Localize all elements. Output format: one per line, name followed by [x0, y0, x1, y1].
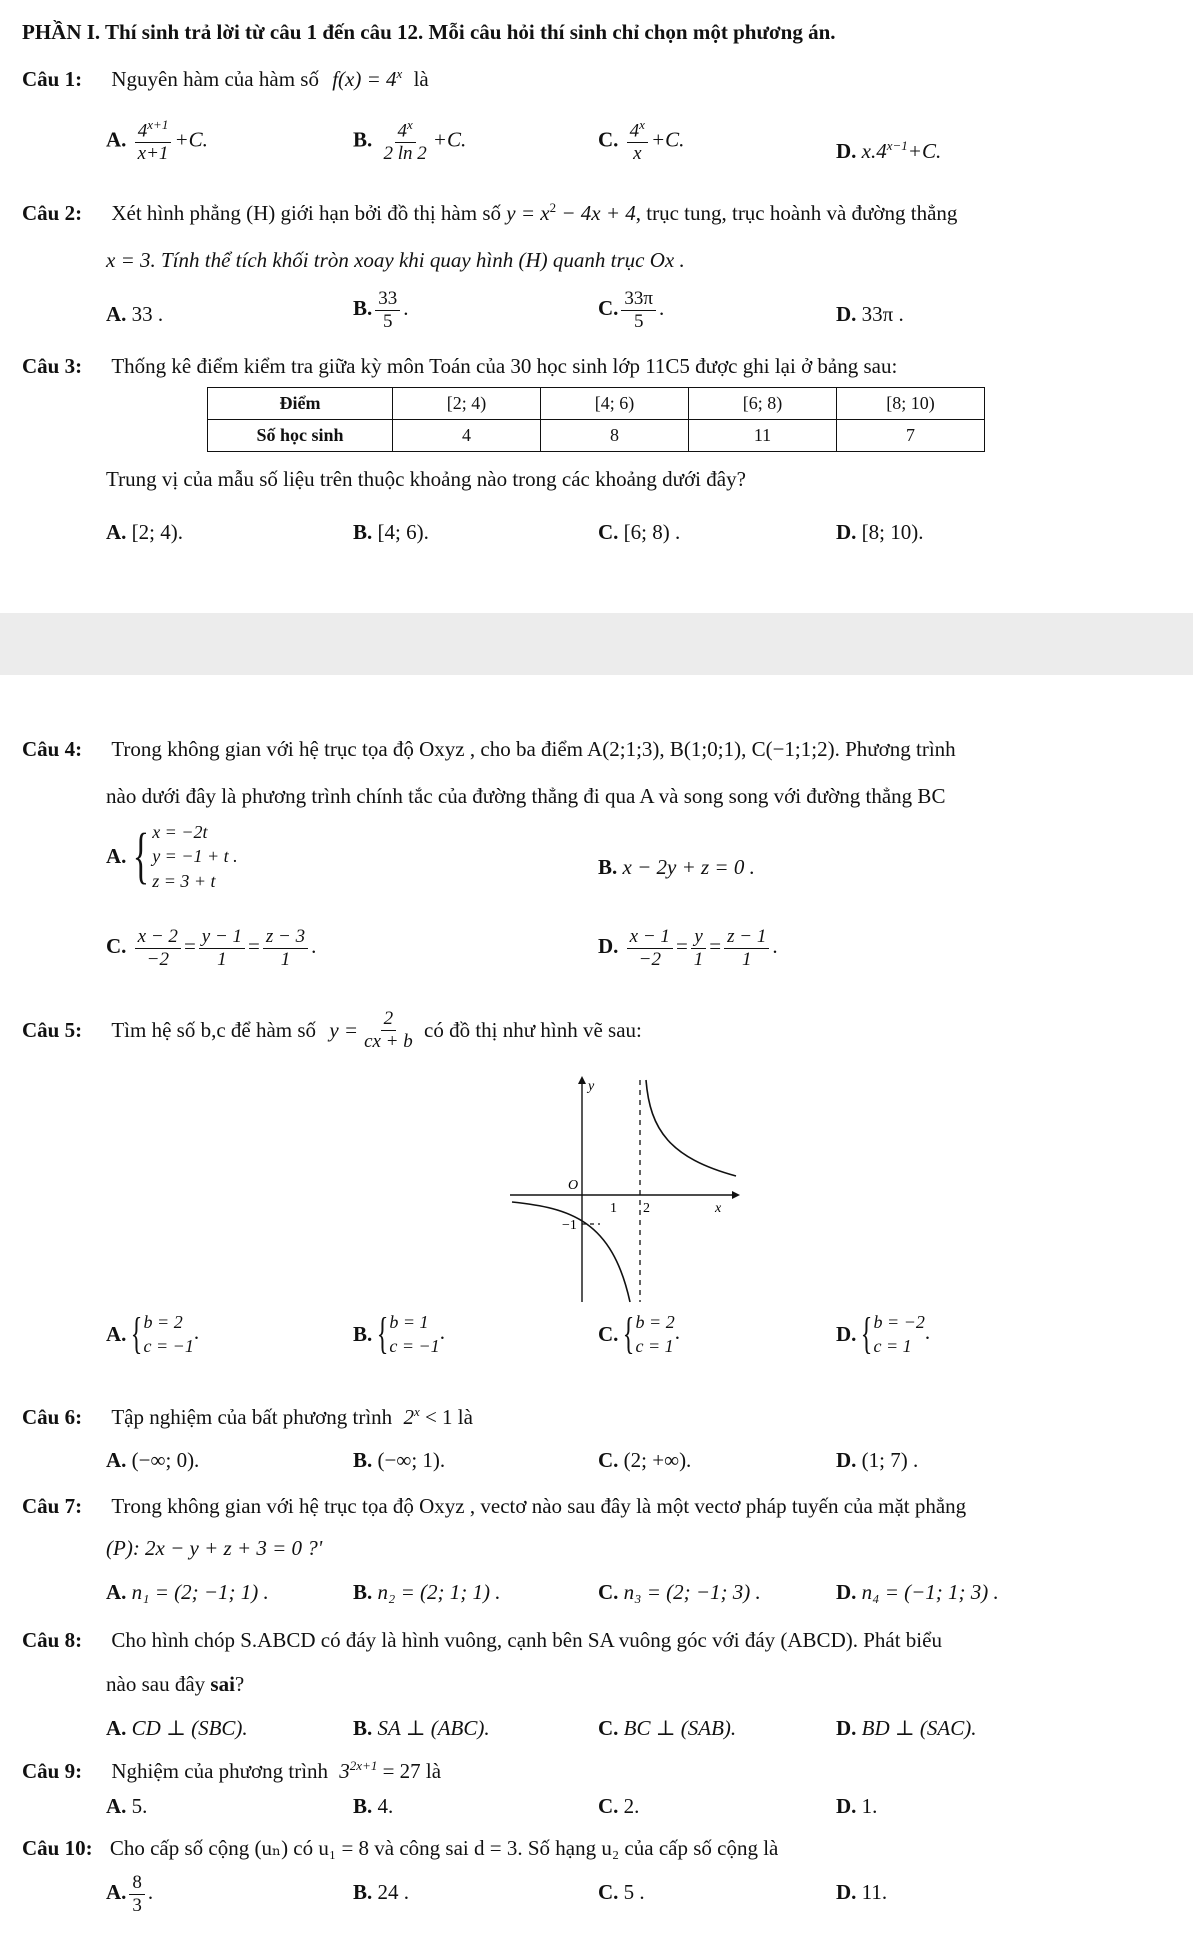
x-axis-arrow	[732, 1191, 740, 1199]
page-break	[0, 613, 1193, 675]
y-axis-arrow	[578, 1076, 586, 1084]
q1-option-a: A. $\frac{4^{x+1}}{x+1}$ +C.	[106, 117, 208, 165]
q7-option-c: C. n₃ = (2; −1; 3) .	[598, 1580, 761, 1604]
q2-option-a: A. 33 .	[106, 302, 164, 326]
q3-option-c: C. [6; 8) .	[598, 520, 681, 544]
q8-line2: nào sau đây sai?	[106, 1672, 245, 1696]
q7-option-b: B. n₂ = (2; 1; 1) .	[353, 1580, 501, 1604]
graph-x-label: x	[715, 1201, 722, 1216]
question-3: Câu 3: Thống kê điểm kiểm tra giữa kỳ môn Toán của 30 học sinh lớp 11C5 được ghi lại ở bảng sau:	[22, 354, 898, 378]
graph-tick-2: 2	[643, 1201, 650, 1216]
question-9: Câu 9: Nghiệm của phương trình $3^{2x+1} = 27$ là	[22, 1758, 442, 1783]
q5-option-a: A. { b = 2 c = −1 .	[106, 1309, 200, 1359]
q1-option-b: B. $\frac{4^x}{2 \ln 2}$ +C.	[353, 117, 467, 165]
q1-option-c: C. $\frac{4^x}{x}$ +C.	[598, 117, 685, 165]
score-table	[207, 387, 985, 452]
q8-option-a: A. CD ⊥ (SBC).	[106, 1716, 248, 1740]
q6-option-d: D. (1; 7) .	[836, 1448, 919, 1472]
question-10: Câu 10: Cho cấp số cộng (uₙ) có u₁ = 8 và công sai d = 3. Số hạng u₂ của cấp số cộng là	[22, 1836, 779, 1860]
question-2: Câu 2: Xét hình phẳng (H) giới hạn bởi đồ thị hàm số $y = x^2 - 4x + 4$, trục tung, trục hoành và đường thẳng	[22, 200, 958, 225]
q7-option-a: A. n₁ = (2; −1; 1) .	[106, 1580, 269, 1604]
graph-tick-minus-1: −1	[562, 1218, 577, 1233]
q1-text: Nguyên hàm của hàm số	[111, 67, 319, 91]
section-header: PHẦN I. Thí sinh trả lời từ câu 1 đến câu 12. Mỗi câu hỏi thí sinh chỉ chọn một phương án.	[22, 20, 836, 44]
q10-option-b: B. 24 .	[353, 1880, 410, 1904]
graph-origin-label: O	[568, 1178, 579, 1193]
question-1	[22, 66, 429, 92]
graph-tick-1: 1	[610, 1201, 617, 1216]
function-graph	[500, 1070, 750, 1310]
table-row: Số học sinh 4 8 11 7	[208, 420, 985, 452]
q5-option-b: B. { b = 1 c = −1 .	[353, 1309, 445, 1359]
question-6: Câu 6: Tập nghiệm của bất phương trình 2$^x$ < 1 là	[22, 1404, 473, 1429]
q5-option-d: D. { b = −2 c = 1 .	[836, 1309, 931, 1359]
curve-right-branch	[646, 1080, 736, 1176]
q3-option-b: B. [4; 6).	[353, 520, 429, 544]
q9-option-c: C. 2.	[598, 1794, 640, 1818]
question-7: Câu 7: Trong không gian với hệ trục tọa độ Oxyz , vectơ nào sau đây là một vectơ pháp tuyến của mặt phẳng	[22, 1494, 967, 1518]
q4-option-d: D. $\frac{x - 1}{-2}$ = $\frac{y}{1}$ = $\frac{z - 1}{1}$ .	[598, 926, 778, 970]
q7-line2: (P): 2x − y + z + 3 = 0 ?'	[106, 1536, 323, 1560]
q4-line2: nào dưới đây là phương trình chính tắc của đường thẳng đi qua A và song song với đường thẳng BC	[106, 784, 946, 808]
q9-option-a: A. 5.	[106, 1794, 148, 1818]
q1-option-d: D. $x.4^{x-1}+C$.	[836, 138, 942, 163]
question-5: Câu 5: Tìm hệ số b,c để hàm số y = $\frac{2}{cx + b}$ có đồ thị như hình vẽ sau:	[22, 1008, 642, 1052]
q9-option-d: D. 1.	[836, 1794, 878, 1818]
q2-option-d: D. 33π .	[836, 302, 904, 326]
q1-tail: là	[413, 67, 429, 91]
q7-option-d: D. n₄ = (−1; 1; 3) .	[836, 1580, 999, 1604]
question-4: Câu 4: Trong không gian với hệ trục tọa độ Oxyz , cho ba điểm A(2;1;3), B(1;0;1), C(−1;1;2). Phương trình	[22, 737, 956, 761]
table-row: Điểm [2; 4) [4; 6) [6; 8) [8; 10)	[208, 388, 985, 420]
q10-option-d: D. 11.	[836, 1880, 888, 1904]
q6-option-b: B. (−∞; 1).	[353, 1448, 446, 1472]
q2-line2: x = 3. Tính thể tích khối tròn xoay khi quay hình (H) quanh trục Ox .	[106, 248, 685, 272]
q3-question: Trung vị của mẫu số liệu trên thuộc khoảng nào trong các khoảng dưới đây?	[106, 467, 746, 491]
q3-option-d: D. [8; 10).	[836, 520, 924, 544]
q8-option-d: D. BD ⊥ (SAC).	[836, 1716, 977, 1740]
q9-option-b: B. 4.	[353, 1794, 394, 1818]
q4-option-c: C. $\frac{x - 2}{-2}$ = $\frac{y - 1}{1}$ = $\frac{z - 3}{1}$ .	[106, 926, 317, 970]
q2-option-b: B. $\frac{33}{5}$ .	[353, 288, 409, 332]
q10-option-c: C. 5 .	[598, 1880, 645, 1904]
q6-option-c: C. (2; +∞).	[598, 1448, 692, 1472]
q3-option-a: A. [2; 4).	[106, 520, 183, 544]
q8-option-c: C. BC ⊥ (SAB).	[598, 1716, 737, 1740]
q4-option-a: A. { x = −2t y = −1 + t . z = 3 + t	[106, 822, 238, 891]
q1-label: Câu 1:	[22, 67, 83, 91]
q2-option-c: C. $\frac{33\pi}{5}$ .	[598, 288, 665, 332]
curve-left-branch	[512, 1202, 630, 1302]
graph-y-label: y	[588, 1079, 595, 1094]
q6-option-a: A. (−∞; 0).	[106, 1448, 200, 1472]
q10-option-a: A. $\frac{8}{3}$ .	[106, 1872, 154, 1916]
question-8: Câu 8: Cho hình chóp S.ABCD có đáy là hình vuông, cạnh bên SA vuông góc với đáy (ABCD). Phát biểu	[22, 1628, 942, 1652]
q1-func: f(x) = 4	[332, 67, 397, 91]
q5-option-c: C. { b = 2 c = 1 .	[598, 1309, 680, 1359]
q4-option-b: B. x − 2y + z = 0 .	[598, 855, 755, 879]
q1-exp: x	[396, 66, 403, 81]
q8-option-b: B. SA ⊥ (ABC).	[353, 1716, 490, 1740]
